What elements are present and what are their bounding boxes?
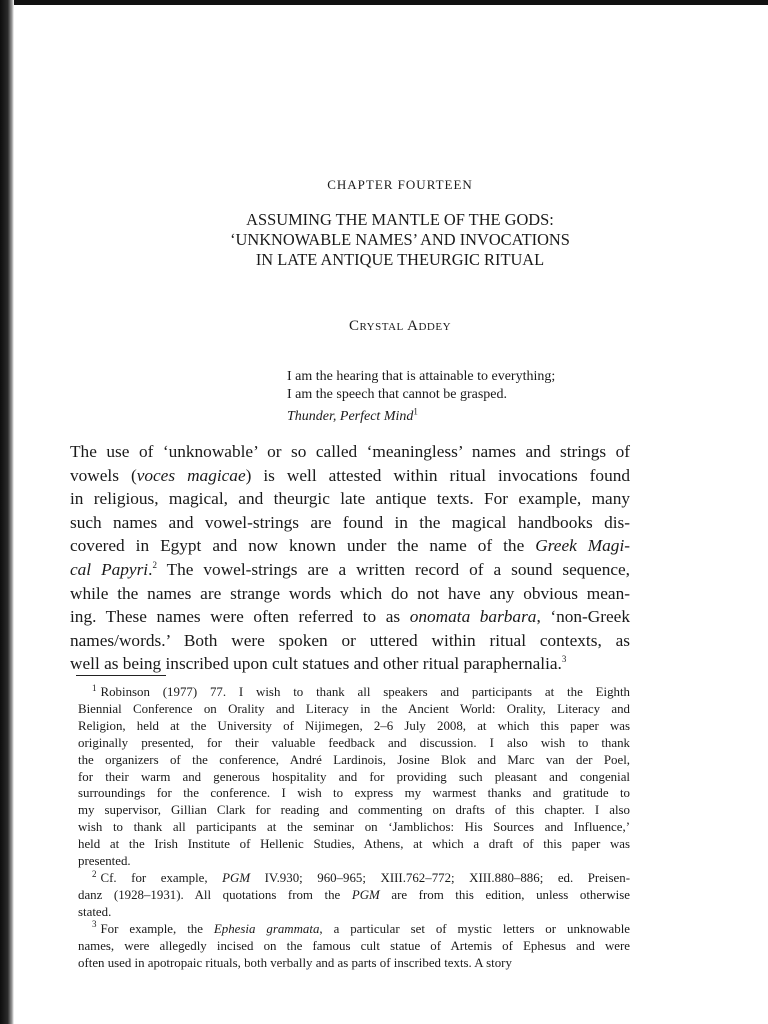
chapter-author: Crystal Addey — [348, 318, 452, 334]
footnote-line: often used in apotropaic rituals, both verbally and as parts of inscribed texts. A story — [78, 955, 512, 970]
footnote-line: danz (1928–1931). All quotations from the PGM are from this edition, unless otherwise — [78, 887, 630, 902]
footnote — [78, 684, 630, 870]
body-text-line: while the names are strange words which do not have any obvious mean- — [70, 583, 630, 603]
footnotes-section — [78, 684, 630, 971]
body-paragraph — [70, 440, 630, 676]
footnote-line: my supervisor, Gillian Clark for reading and commenting on drafts of this chapter. I also — [78, 803, 630, 818]
footnote-line: surroundings for the conference. I wish to express my warmest thanks and gratitude to — [78, 786, 630, 801]
footnote — [78, 921, 630, 972]
body-text-line: names/words.’ Both were spoken or uttered within ritual contexts, as — [70, 630, 630, 650]
footnote-line: for their warm and generous hospitality and for providing such pleasant and congenial — [78, 769, 630, 784]
body-text-line: The use of ‘unknowable’ or so called ‘meaningless’ names and strings of — [70, 442, 630, 461]
footnote-line: the organizers of the conference, André Lardinois, Josine Blok and Marc van der Poel, — [78, 752, 630, 767]
body-text-line: well as being inscribed upon cult statues and other ritual paraphernalia.$^3$ — [70, 654, 567, 674]
footnote-ref: 2 — [152, 560, 157, 571]
chapter-title — [70, 210, 730, 270]
body-text-line: vowels (voces magicae) is well attested within ritual invocations found — [70, 465, 630, 485]
footnote-number: 1 — [92, 682, 97, 693]
body-text-line: covered in Egypt and now known under the name of the Greek Magi- — [70, 536, 630, 556]
footnote-line: names, were allegedly incised on the famous cult statue of Artemis of Ephesus and were — [78, 938, 630, 953]
chapter-title-line: IN LATE ANTIQUE THEURGIC RITUAL — [255, 250, 545, 269]
footnote-separator — [76, 675, 166, 676]
book-binding-gutter — [0, 0, 14, 1024]
footnote-line: originally presented, for their valuable feedback and discussion. I also wish to thank — [78, 735, 630, 750]
epigraph-line: I am the hearing that is attainable to everything; — [287, 369, 556, 384]
footnote-number: 3 — [92, 919, 97, 930]
body-text-line: cal Papyri.$^2$ The vowel-strings are a written record of a sound sequence, — [70, 559, 630, 579]
footnote-number: 2 — [92, 868, 97, 879]
footnote-line: $^3$ For example, the Ephesia grammata, a particular set of mystic letters or unknowable — [92, 919, 631, 936]
footnote-line: $^2$ Cf. for example, PGM IV.930; 960–965; XIII.762–772; XIII.880–886; ed. Preisen- — [92, 868, 630, 885]
chapter-label: CHAPTER FOURTEEN — [327, 177, 473, 192]
footnote-ref: 1 — [413, 406, 418, 417]
footnote — [78, 870, 630, 921]
body-text-line: in religious, magical, and theurgic late antique texts. For example, many — [70, 489, 630, 509]
footnote-line: presented. — [78, 854, 131, 869]
book-page — [70, 0, 730, 1024]
footnote-line: stated. — [78, 904, 112, 919]
footnote-ref: 3 — [561, 654, 567, 665]
epigraph-line: I am the speech that cannot be grasped. — [287, 387, 508, 402]
body-text-line: ing. These names were often referred to as onomata barbara, ‘non-Greek — [70, 607, 630, 627]
body-text-line: such names and vowel-strings are found in the magical handbooks dis- — [70, 512, 630, 532]
footnote-line: Biennial Conference on Orality and Literacy in the Ancient World: Orality, Literacy and — [78, 701, 630, 716]
chapter-title-line: ASSUMING THE MANTLE OF THE GODS: — [246, 210, 554, 229]
footnote-line: wish to thank all participants at the seminar on ‘Jamblichos: His Sources and Influence,’ — [78, 820, 630, 835]
epigraph-source — [287, 408, 727, 426]
footnote-line: $^1$ Robinson (1977) 77. I wish to thank all speakers and participants at the Eighth — [92, 682, 630, 699]
footnote-line: held at the Irish Institute of Hellenic Studies, Athens, at which a draft of this paper was — [78, 837, 630, 852]
chapter-title-line: ‘UNKNOWABLE NAMES’ AND INVOCATIONS — [230, 230, 570, 249]
footnote-line: Religion, held at the University of Nijimegen, 2–6 July 2008, at which this paper was — [78, 718, 630, 733]
epigraph-source-title: Thunder, Perfect Mind — [287, 409, 414, 424]
epigraph — [287, 368, 727, 426]
